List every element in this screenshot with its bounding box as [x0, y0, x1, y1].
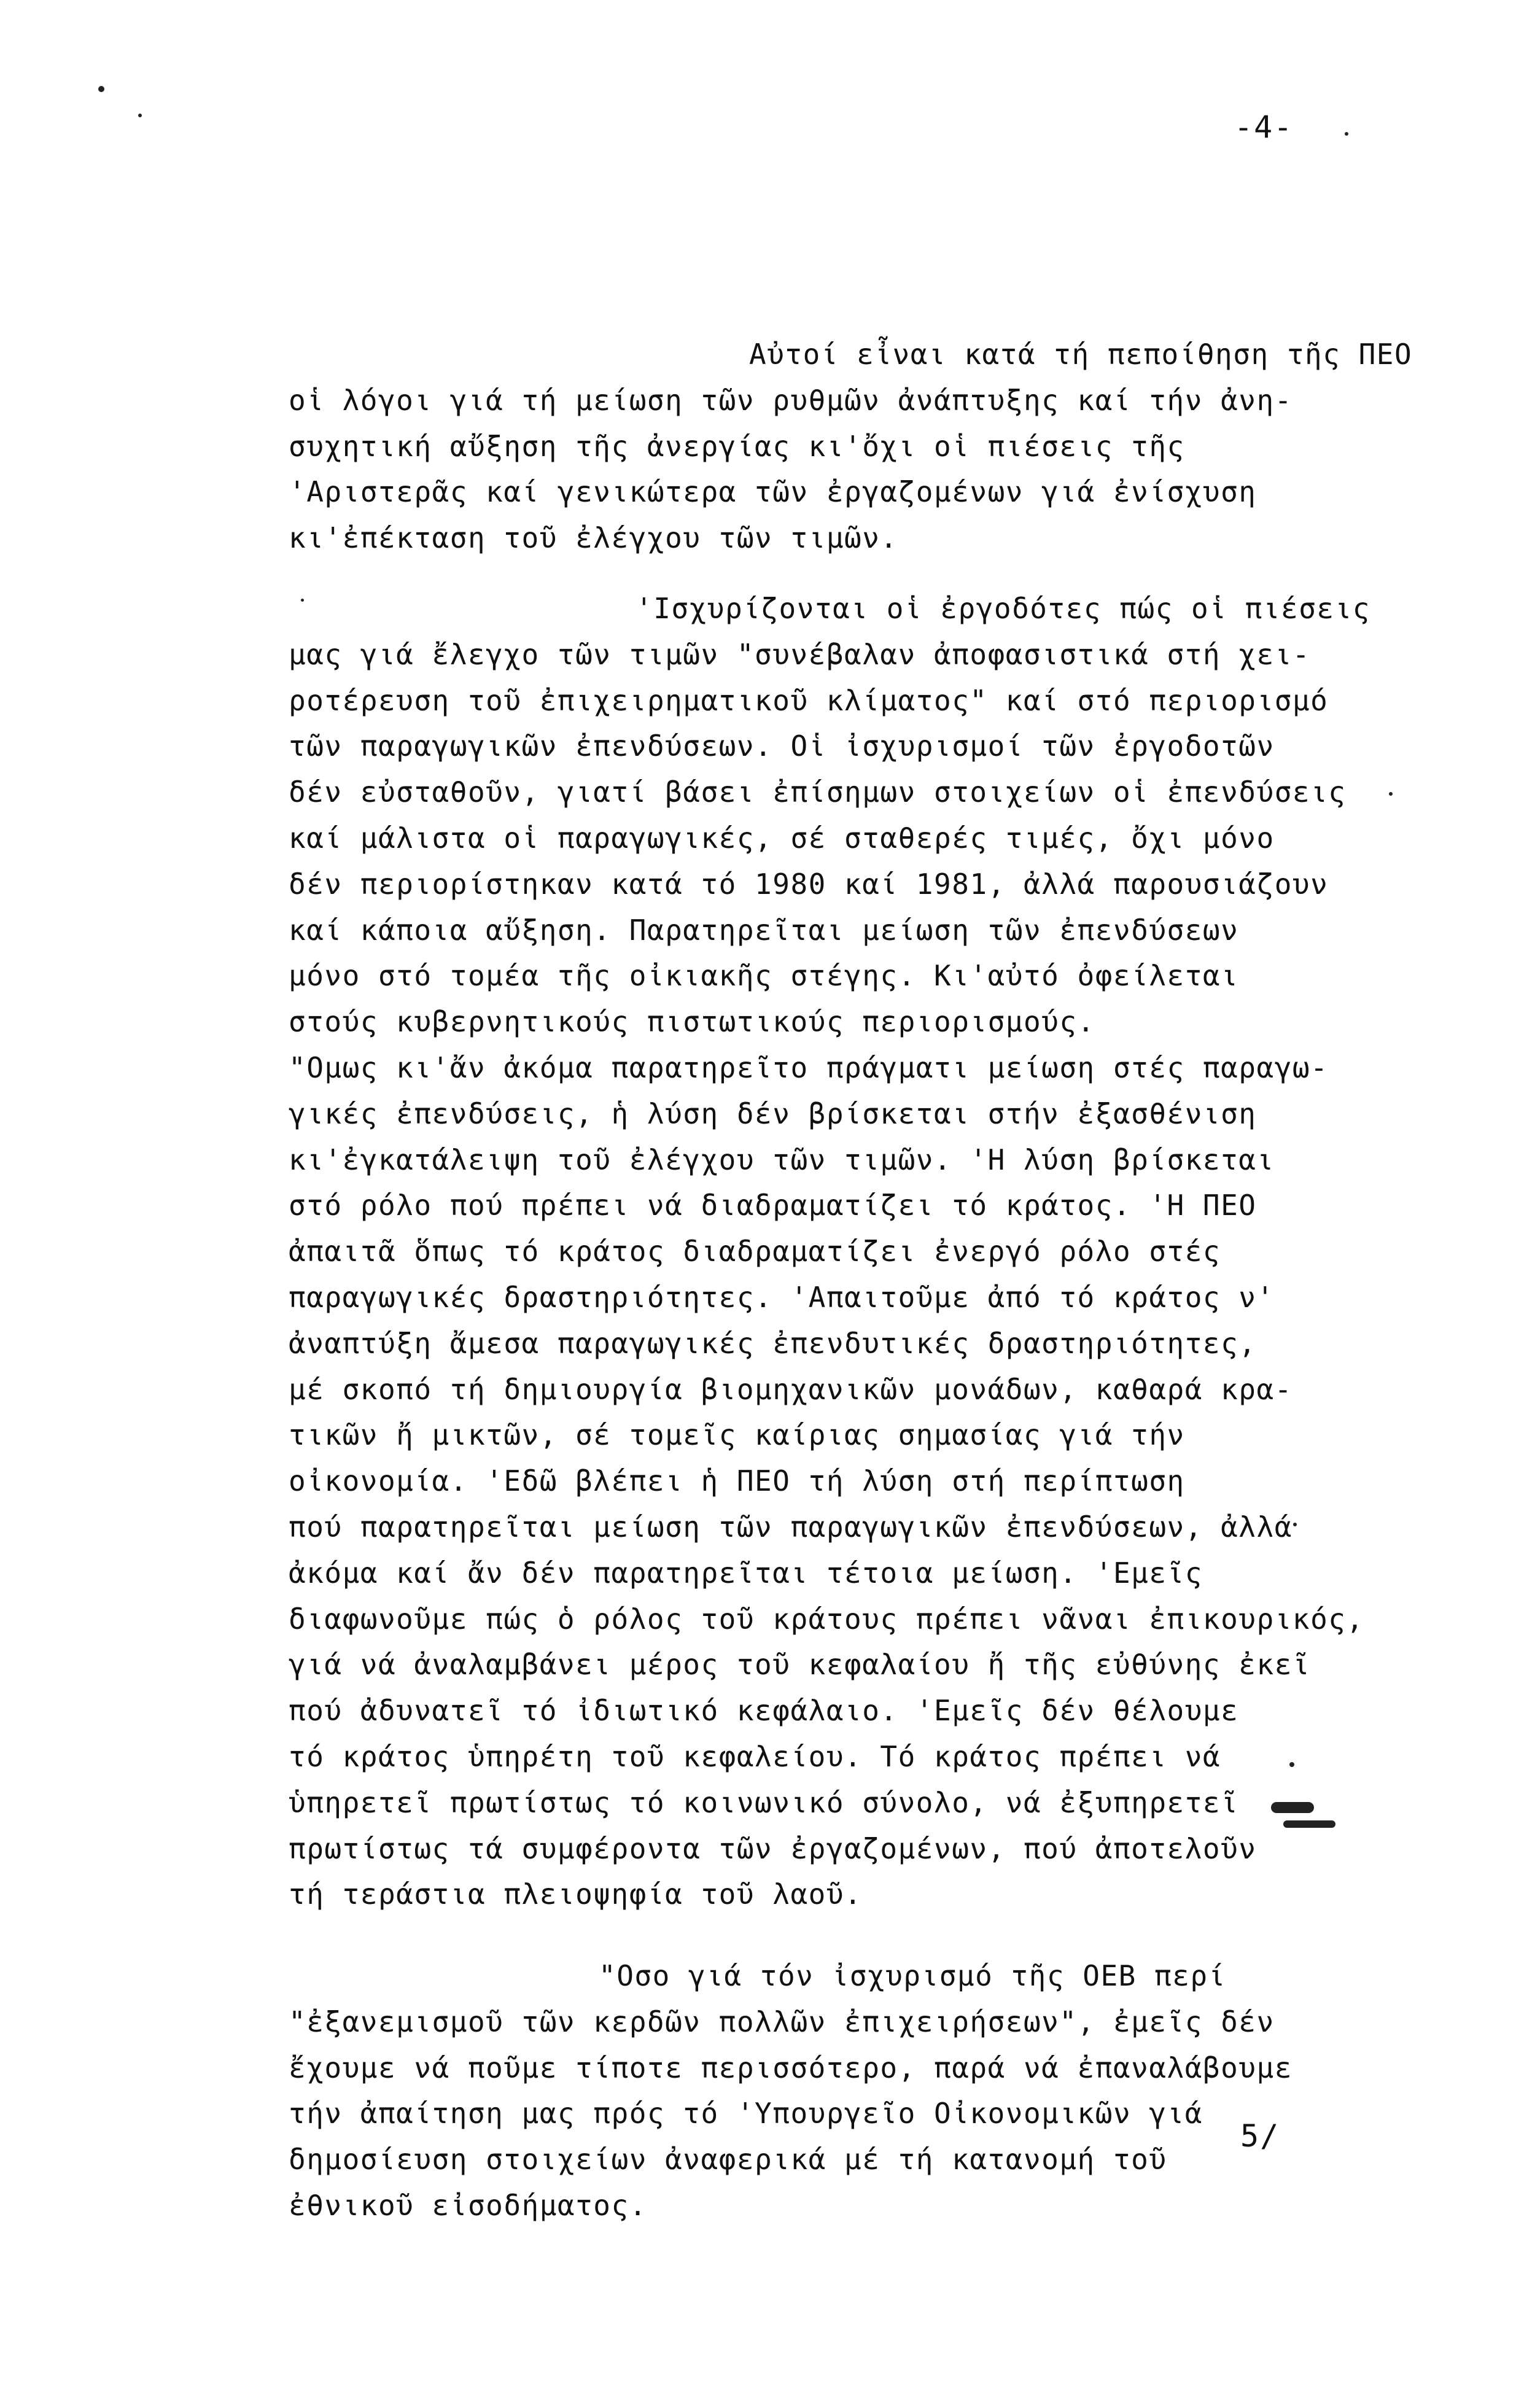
paragraph-2	[289, 586, 1431, 1917]
text-line: ἀναπτύξη ἄμεσα παραγωγικές ἐπενδυτικές δραστηριότητες,	[289, 1326, 1257, 1360]
text-line: 'Ισχυρίζονται οἱ ἐργοδότες πώς οἱ πιέσεις	[636, 591, 1370, 625]
text-line: τῶν παραγωγικῶν ἐπενδύσεων. Οἱ ἰσχυρισμοί τῶν ἐργοδοτῶν	[289, 729, 1275, 763]
text-line: στούς κυβερνητικούς πιστωτικούς περιορισμούς.	[289, 1005, 1095, 1039]
text-line: μας γιά ἔλεγχο τῶν τιμῶν "συνέβαλαν ἀποφασιστικά στή χει-	[289, 637, 1311, 671]
document-body	[289, 332, 1431, 2229]
text-line: ἀκόμα καί ἄν δέν παρατηρεῖται τέτοια μείωση. 'Εμεῖς	[289, 1556, 1203, 1590]
text-line: μέ σκοπό τή δημιουργία βιομηχανικῶν μονάδων, καθαρά κρα-	[289, 1372, 1292, 1406]
continuation-mark: 5/	[1240, 2118, 1280, 2154]
text-line: συχητική αὔξηση τῆς ἀνεργίας κι'ὄχι οἱ πιέσεις τῆς	[289, 429, 1185, 463]
text-line: στό ρόλο πού πρέπει νά διαδραματίζει τό κράτος. 'Η ΠΕΟ	[289, 1189, 1257, 1222]
text-line: πρωτίστως τά συμφέροντα τῶν ἐργαζομένων, πού ἀποτελοῦν	[289, 1831, 1257, 1865]
text-line: ἔχουμε νά ποῦμε τίποτε περισσότερο, παρά νά ἐπαναλάβουμε	[289, 2051, 1292, 2084]
scan-speck	[1289, 1762, 1294, 1767]
text-line: δέν περιορίστηκαν κατά τό 1980 καί 1981, ἀλλά παρουσιάζουν	[289, 867, 1329, 901]
text-line: "Ομως κι'ἄν ἀκόμα παρατηρεῖτο πράγματι μείωση στές παραγω-	[289, 1051, 1329, 1084]
text-line: τήν ἀπαίτηση μας πρός τό 'Υπουργεῖο Οἰκονομικῶν γιά	[289, 2097, 1203, 2130]
paragraph-1	[289, 332, 1431, 561]
scan-speck	[1271, 1802, 1314, 1813]
text-line: οἱ λόγοι γιά τή μείωση τῶν ρυθμῶν ἀνάπτυξης καί τήν ἀνη-	[289, 383, 1292, 417]
scan-speck	[98, 86, 104, 92]
text-line: τικῶν ἤ μικτῶν, σέ τομεῖς καίριας σημασίας γιά τήν	[289, 1418, 1185, 1452]
text-line: κι'ἐγκατάλειψη τοῦ ἐλέγχου τῶν τιμῶν. 'Η λύση βρίσκεται	[289, 1143, 1275, 1176]
text-line: διαφωνοῦμε πώς ὁ ρόλος τοῦ κράτους πρέπει νᾶναι ἐπικουρικός,	[289, 1602, 1364, 1636]
text-line: δέν εὐσταθοῦν, γιατί βάσει ἐπίσημων στοιχείων οἱ ἐπενδύσεις	[289, 775, 1347, 809]
paragraph-3	[289, 1953, 1431, 2229]
text-line: κι'ἐπέκταση τοῦ ἐλέγχου τῶν τιμῶν.	[289, 521, 898, 555]
text-line: πού παρατηρεῖται μείωση τῶν παραγωγικῶν ἐπενδύσεων, ἀλλά	[289, 1510, 1292, 1544]
text-line: δημοσίευση στοιχείων ἀναφερικά μέ τή κατανομή τοῦ	[289, 2143, 1167, 2177]
text-line: πού ἀδυνατεῖ τό ἰδιωτικό κεφάλαιο. 'Εμεῖς δέν θέλουμε	[289, 1694, 1239, 1728]
text-line: ἀπαιτᾶ ὅπως τό κράτος διαδραματίζει ἐνεργό ρόλο στές	[289, 1235, 1221, 1268]
text-line: γιά νά ἀναλαμβάνει μέρος τοῦ κεφαλαίου ἤ τῆς εὐθύνης ἐκεῖ	[289, 1648, 1311, 1682]
text-line: 'Αριστερᾶς καί γενικώτερα τῶν ἐργαζομένων γιά ἐνίσχυση	[289, 475, 1257, 509]
scan-speck	[138, 114, 142, 117]
scan-speck	[301, 599, 304, 602]
text-line: παραγωγικές δραστηριότητες. 'Απαιτοῦμε ἀπό τό κράτος ν'	[289, 1280, 1275, 1314]
text-line: γικές ἐπενδύσεις, ἡ λύση δέν βρίσκεται στήν ἐξασθένιση	[289, 1097, 1257, 1130]
text-line: οἰκονομία. 'Εδῶ βλέπει ἡ ΠΕΟ τή λύση στή περίπτωση	[289, 1464, 1185, 1498]
scan-speck	[1345, 132, 1348, 136]
text-line: ὑπηρετεῖ πρωτίστως τό κοινωνικό σύνολο, νά ἐξυπηρετεῖ	[289, 1785, 1239, 1819]
scan-speck	[1293, 1523, 1297, 1526]
text-line: τή τεράστια πλειοψηφία τοῦ λαοῦ.	[289, 1878, 863, 1911]
text-line: ἐθνικοῦ εἰσοδήματος.	[289, 2189, 647, 2223]
text-line: μόνο στό τομέα τῆς οἰκιακῆς στέγης. Κι'αὐτό ὀφείλεται	[289, 959, 1239, 993]
text-line: ροτέρευση τοῦ ἐπιχειρηματικοῦ κλίματος" καί στό περιορισμό	[289, 683, 1329, 717]
text-line: τό κράτος ὑπηρέτη τοῦ κεφαλείου. Τό κράτος πρέπει νά	[289, 1739, 1221, 1773]
text-line: "Οσο γιά τόν ἰσχυρισμό τῆς ΟΕΒ περί	[599, 1959, 1226, 1993]
text-line: Αὐτοί εἶναι κατά τή πεποίθηση τῆς ΠΕΟ	[749, 338, 1413, 371]
scan-speck	[1389, 792, 1393, 796]
scan-speck	[1283, 1820, 1335, 1828]
text-line: καί κάποια αὔξηση. Παρατηρεῖται μείωση τῶν ἐπενδύσεων	[289, 913, 1239, 947]
text-line: "ἐξανεμισμοῦ τῶν κερδῶν πολλῶν ἐπιχειρήσεων", ἐμεῖς δέν	[289, 2005, 1275, 2038]
text-line: καί μάλιστα οἱ παραγωγικές, σέ σταθερές τιμές, ὄχι μόνο	[289, 821, 1275, 855]
page-number: -4-	[1234, 109, 1294, 145]
